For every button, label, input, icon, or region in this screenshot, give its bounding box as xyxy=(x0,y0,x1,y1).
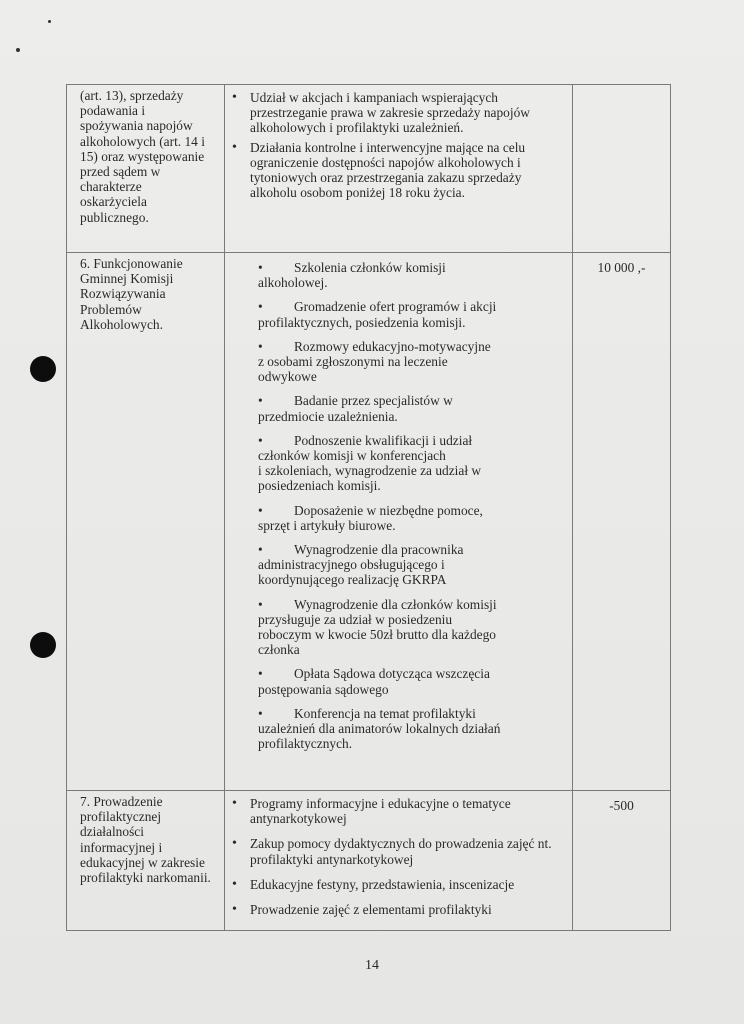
amount-value xyxy=(576,86,667,92)
list-item: • Edukacyjne festyny, przedstawienia, inscenizacje xyxy=(250,877,565,892)
list-item-text: Doposażenie w niezbędne pomoce, sprzęt i artykuły biurowe. xyxy=(258,502,483,533)
task-cell xyxy=(67,253,225,791)
scan-speck xyxy=(48,20,51,23)
table-row xyxy=(67,791,671,931)
list-item-text: Gromadzenie ofert programów i akcji profilaktycznych, posiedzenia komisji. xyxy=(258,299,497,330)
table-row xyxy=(67,85,671,253)
task-description: 6. Funkcjonowanie Gminnej Komisji Rozwiązywania Problemów Alkoholowych. xyxy=(80,256,183,332)
list-item-text: Wynagrodzenie dla członków komisji przysługuje za udział w posiedzeniu roboczym w kwocie 50zł brutto dla każdego członka xyxy=(258,596,497,658)
list-item: • Opłata Sądowa dotycząca wszczęcia postępowania sądowego xyxy=(258,666,490,697)
list-item: • Gromadzenie ofert programów i akcji profilaktycznych, posiedzenia komisji. xyxy=(258,299,497,330)
activity-list xyxy=(228,86,569,200)
list-item: • Doposażenie w niezbędne pomoce, sprzęt i artykuły biurowe. xyxy=(258,502,483,533)
list-item: • Badanie przez specjalistów w przedmiocie uzależnienia. xyxy=(258,393,453,424)
list-item-text: Badanie przez specjalistów w przedmiocie uzależnienia. xyxy=(258,393,453,424)
punch-hole-bottom xyxy=(30,632,56,658)
task-cell xyxy=(67,85,225,253)
punch-hole-top xyxy=(30,356,56,382)
list-item: • Działania kontrolne i interwencyjne mające na celu ograniczenie dostępności napojów alkoholowych i tytoniowych oraz przestrzegania zakazu sprzedaży alkoholu osobom poniżej 18 roku życia. xyxy=(250,140,565,201)
budget-table xyxy=(66,84,671,931)
list-item: • Prowadzenie zajęć z elementami profilaktyki xyxy=(250,902,565,917)
list-item: • Wynagrodzenie dla członków komisji przysługuje za udział w posiedzeniu roboczym w kwocie 50zł brutto dla każdego członka xyxy=(258,596,497,658)
list-item: • Konferencja na temat profilaktyki uzależnień dla animatorów lokalnych działań profilaktycznych. xyxy=(258,705,501,752)
activities-cell xyxy=(225,791,573,931)
list-item: • Szkolenia członków komisji alkoholowej. xyxy=(258,260,446,291)
list-item-text: Konferencja na temat profilaktyki uzależnień dla animatorów lokalnych działań profilaktycznych. xyxy=(258,705,501,752)
activity-list xyxy=(228,254,569,751)
table-row xyxy=(67,253,671,791)
activity-list xyxy=(228,792,569,917)
list-item-text: Rozmowy edukacyjno-motywacyjne z osobami zgłoszonymi na leczenie odwykowe xyxy=(258,338,491,385)
list-item-text: Szkolenia członków komisji alkoholowej. xyxy=(258,260,446,291)
scan-speck xyxy=(16,48,20,52)
task-description: 7. Prowadzenie profilaktycznej działalności informacyjnej i edukacyjnej w zakresie profilaktyki narkomanii. xyxy=(80,794,211,886)
list-item: • Zakup pomocy dydaktycznych do prowadzenia zajęć nt. profilaktyki antynarkotykowej xyxy=(250,836,565,866)
list-item-text: Opłata Sądowa dotycząca wszczęcia postępowania sądowego xyxy=(258,666,490,697)
amount-cell xyxy=(573,791,671,931)
page-number: 14 xyxy=(365,958,379,973)
list-item-text: Podnoszenie kwalifikacji i udział członków komisji w konferencjach i szkoleniach, wynagrodzenie za udział w posiedzeniach komisji. xyxy=(258,432,482,494)
list-item: • Programy informacyjne i edukacyjne o tematyce antynarkotykowej xyxy=(250,796,565,826)
list-item: • Wynagrodzenie dla pracownika administracyjnego obsługującego i koordynującego realizację GKRPA xyxy=(258,542,464,588)
activities-cell xyxy=(225,253,573,791)
amount-value: -500 xyxy=(609,798,634,813)
list-item: • Udział w akcjach i kampaniach wspierających przestrzeganie prawa w zakresie sprzedaży napojów alkoholowych i profilaktyki uzależnień. xyxy=(250,90,565,136)
task-description: (art. 13), sprzedaży podawania i spożywania napojów alkoholowych (art. 14 i 15) oraz występowanie przed sądem w charakterze oskarżyciela publicznego. xyxy=(80,88,205,225)
list-item: • Rozmowy edukacyjno-motywacyjne z osobami zgłoszonymi na leczenie odwykowe xyxy=(258,338,491,385)
amount-cell xyxy=(573,253,671,791)
amount-value: 10 000 ,- xyxy=(597,260,646,275)
task-cell xyxy=(67,791,225,931)
amount-cell xyxy=(573,85,671,253)
list-item-text: Wynagrodzenie dla pracownika administracyjnego obsługującego i koordynującego realizację GKRPA xyxy=(258,542,464,588)
activities-cell xyxy=(225,85,573,253)
list-item: • Podnoszenie kwalifikacji i udział członków komisji w konferencjach i szkoleniach, wynagrodzenie za udział w posiedzeniach komisji. xyxy=(258,432,482,494)
